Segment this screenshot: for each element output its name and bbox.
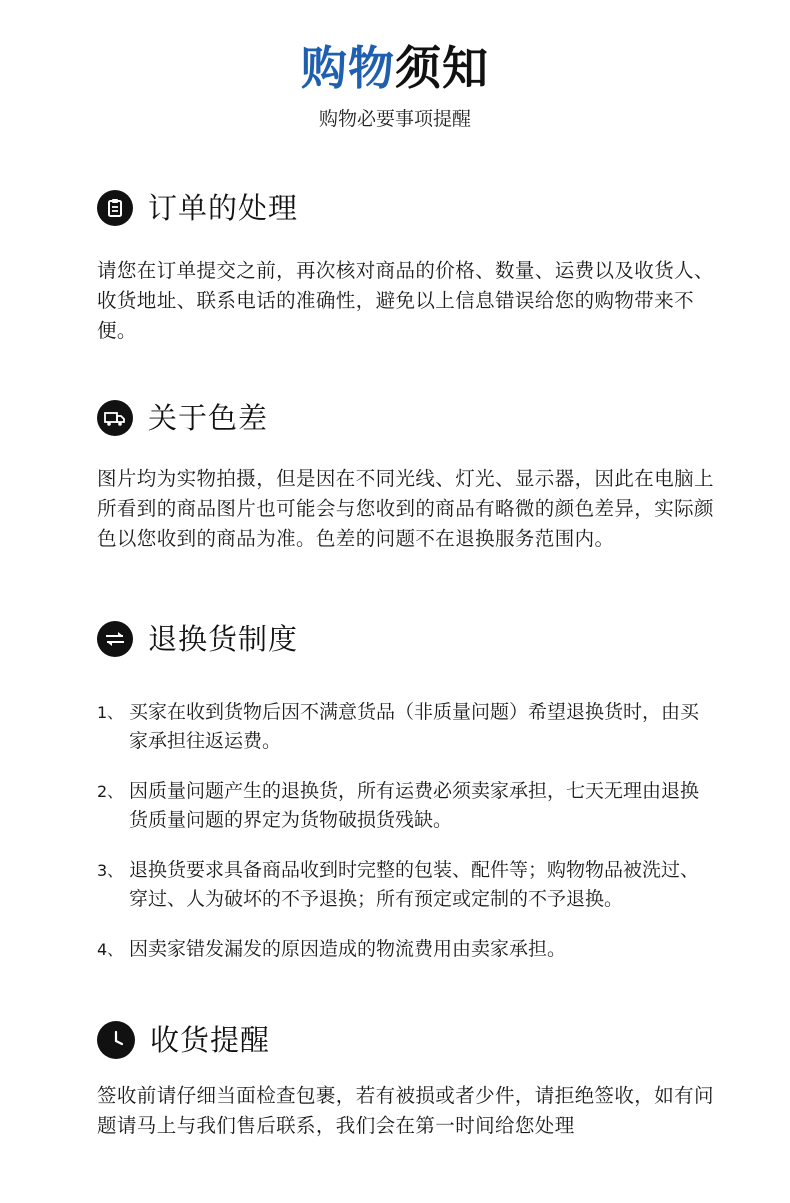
rule-item (97, 777, 717, 835)
delivery-truck-icon (97, 400, 133, 436)
page-subtitle: 购物必要事项提醒 (318, 108, 471, 130)
page-title (0, 38, 790, 98)
rule-number: 2、 (97, 782, 124, 801)
section-return-header (97, 619, 298, 659)
rule-text: 退换货要求具备商品收到时完整的包装、配件等；购物物品被洗过、穿过、人为破坏的不予退换；所有预定或定制的不予退换。 (129, 859, 700, 910)
rule-number: 4、 (97, 940, 124, 959)
rule-text: 买家在收到货物后因不满意货品（非质量问题）希望退换货时，由买家承担往返运费。 (129, 701, 700, 752)
page-title-rest: 须知 (395, 41, 489, 95)
rule-number: 3、 (97, 861, 124, 880)
section-title: 收货提醒 (150, 1023, 271, 1057)
return-rules-list (97, 698, 717, 985)
rule-text: 因质量问题产生的退换货，所有运费必须卖家承担，七天无理由退换货质量问题的界定为货物破损货残缺。 (129, 780, 700, 831)
page-title-accent: 购物 (301, 41, 395, 95)
rule-number: 1、 (97, 703, 124, 722)
section-receipt-body: 签收前请仔细当面检查包裹，若有被损或者少件，请拒绝签收，如有问题请马上与我们售后联系，我们会在第一时间给您处理 (97, 1084, 714, 1137)
section-color-header (97, 398, 268, 438)
rule-item (97, 856, 717, 914)
rule-text: 因卖家错发漏发的原因造成的物流费用由卖家承担。 (129, 938, 567, 960)
section-receipt-header (97, 1020, 270, 1060)
section-title: 订单的处理 (148, 191, 299, 225)
clipboard-icon (97, 190, 133, 226)
section-order-header (97, 188, 298, 228)
rule-item (97, 935, 717, 964)
section-order-body: 请您在订单提交之前，再次核对商品的价格、数量、运费以及收货人、收货地址、联系电话的准确性，避免以上信息错误给您的购物带来不便。 (97, 259, 714, 342)
section-color-body: 图片均为实物拍摄，但是因在不同光线、灯光、显示器，因此在电脑上所看到的商品图片也可能会与您收到的商品有略微的颜色差异，实际颜色以您收到的商品为准。色差的问题不在退换服务范围内。 (97, 467, 714, 550)
rule-item (97, 698, 717, 756)
section-title: 退换货制度 (148, 622, 299, 656)
clock-icon (97, 1021, 135, 1059)
page-header (0, 38, 790, 132)
section-title: 关于色差 (148, 401, 269, 435)
exchange-arrows-icon (97, 621, 133, 657)
